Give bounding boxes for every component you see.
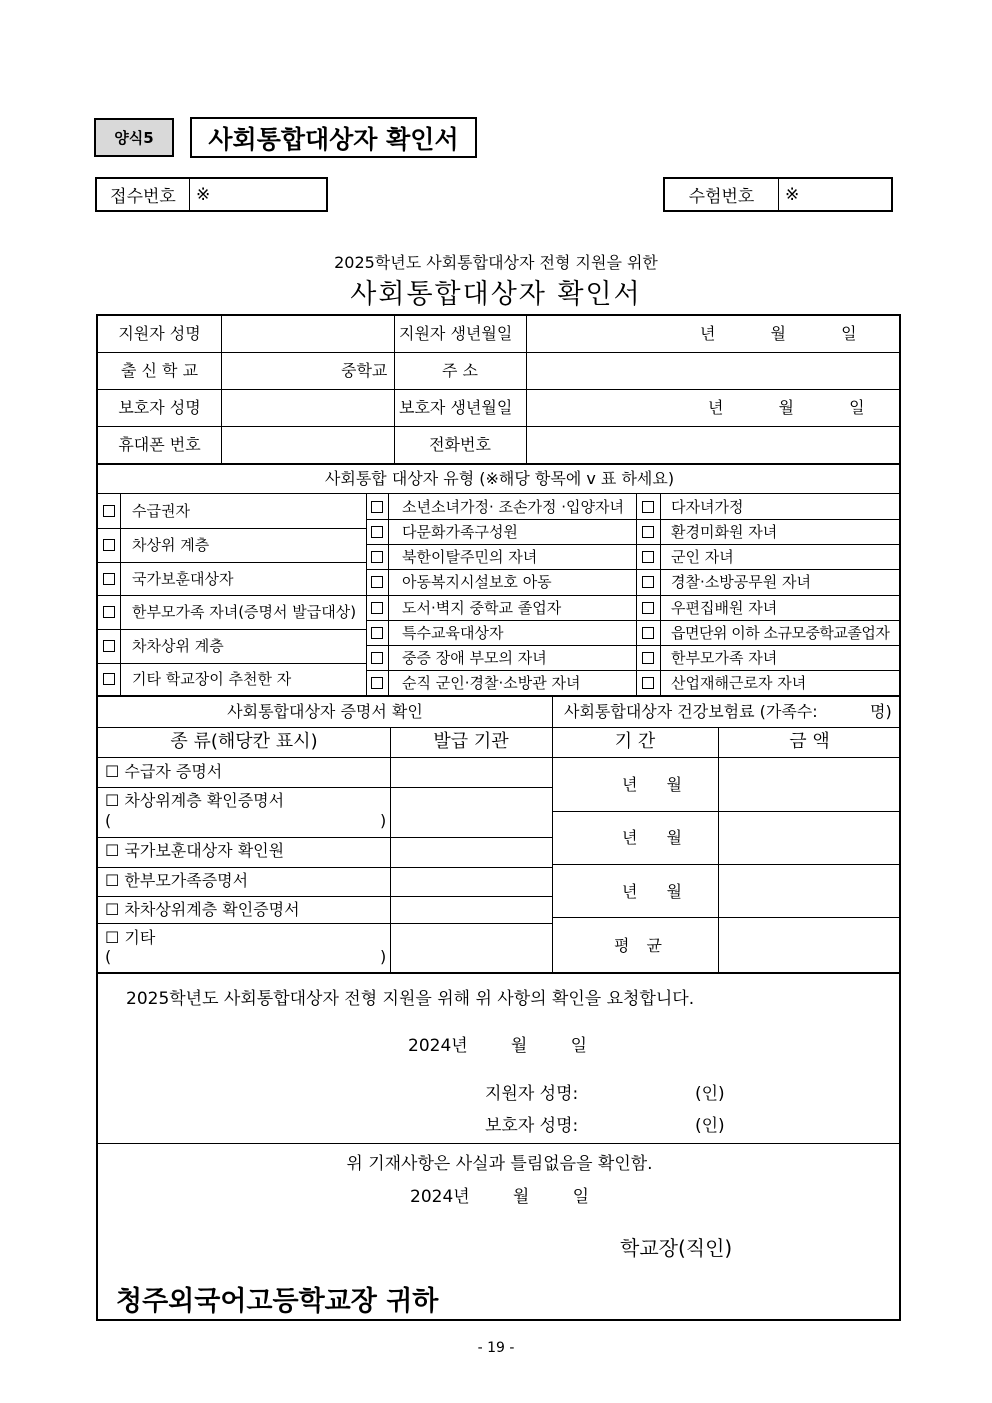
cert-section-header: 사회통합대상자 증명서 확인 [227,702,423,721]
type-item-label: 우편집배원 자녀 [671,599,778,617]
guardian-birth-label: 보호자 생년월일 [399,398,513,417]
guardian-birth-date[interactable]: 년 월 일 [708,398,865,417]
mobile-label: 휴대폰 번호 [118,435,201,454]
period-entry[interactable]: 년 월 [622,775,682,794]
principal-seal: 학교장(직인) [620,1236,733,1260]
type-item-label: 도서·벽지 중학교 졸업자 [402,599,562,617]
request-date[interactable]: 2024년 월 일 [408,1036,587,1056]
type-item-label: 군인 자녀 [671,548,734,566]
page-number: - 19 - [477,1340,515,1356]
applicant-seal[interactable]: (인) [695,1084,725,1104]
col-issuer-header: 발급 기관 [433,731,509,752]
form-number-badge: 양식5 [94,118,174,157]
applicant-name-label: 지원자 성명 [118,324,201,343]
applicant-birth-date[interactable]: 년 월 일 [700,324,857,343]
type-checkbox[interactable] [103,505,115,517]
receipt-number-field[interactable]: ※ [196,184,211,205]
type-item-label: 환경미화원 자녀 [671,523,778,541]
phone-label: 전화번호 [429,435,491,454]
type-item-label: 소년소녀가정· 조손가정 ·입양자녀 [402,498,624,516]
type-item-label: 경찰·소방공무원 자녀 [671,573,811,591]
type-item-label: 국가보훈대상자 [132,570,234,588]
cert-item[interactable]: ☐ 국가보훈대상자 확인원 [105,841,285,860]
type-checkbox[interactable] [371,602,383,614]
type-item-label: 수급권자 [132,502,190,520]
period-entry[interactable]: 년 월 [622,828,682,847]
col-amount-header: 금 액 [789,731,830,752]
cert-item[interactable]: ☐ 기타 [105,928,156,947]
type-checkbox[interactable] [642,627,654,639]
heading-title: 사회통합대상자 확인서 [350,279,642,310]
paren-close: ) [380,811,387,830]
type-item-label: 기타 학교장이 추천한 자 [132,670,292,688]
type-item-label: 다문화가족구성원 [402,523,518,541]
type-checkbox[interactable] [371,526,383,538]
type-item-label: 읍면단위 이하 소규모중학교졸업자 [671,624,890,642]
paren-open: ( [105,811,112,830]
cert-item[interactable]: ☐ 수급자 증명서 [105,762,223,781]
confirm-text: 위 기재사항은 사실과 틀림없음을 확인함. [346,1154,653,1174]
type-checkbox[interactable] [103,573,115,585]
addressee: 청주외국어고등학교장 귀하 [116,1286,439,1317]
cert-item[interactable]: ☐ 한부모가족증명서 [105,871,249,890]
paren-close: ) [380,947,387,966]
receipt-number-box [95,177,328,212]
form-title: 사회통합대상자 확인서 [190,117,477,158]
type-checkbox[interactable] [103,673,115,685]
heading-subtitle: 2025학년도 사회통합대상자 전형 지원을 위한 [334,253,658,272]
exam-number-box [663,177,893,212]
type-checkbox[interactable] [371,501,383,513]
type-checkbox[interactable] [642,652,654,664]
type-item-label: 다자녀가정 [671,498,744,516]
type-item-label: 특수교육대상자 [402,624,504,642]
type-checkbox[interactable] [642,526,654,538]
type-item-label: 아동복지시설보호 아동 [402,573,552,591]
confirm-date[interactable]: 2024년 월 일 [410,1187,589,1207]
type-section-header: 사회통합 대상자 유형 (※해당 항목에 v 표 하세요) [324,469,675,488]
type-item-label: 한부모가족 자녀 [671,649,778,667]
col-type-header: 종 류(해당칸 표시) [170,731,318,752]
school-suffix: 중학교 [341,361,388,380]
type-checkbox[interactable] [103,640,115,652]
type-checkbox[interactable] [371,677,383,689]
type-checkbox[interactable] [642,602,654,614]
type-item-label: 한부모가족 자녀(증명서 발급대상) [132,603,357,621]
type-checkbox[interactable] [371,576,383,588]
type-item-label: 산업재해근로자 자녀 [671,674,807,692]
guardian-seal[interactable]: (인) [695,1116,725,1136]
family-count-unit: 명) [870,702,892,721]
exam-number-label: 수험번호 [665,179,779,210]
confirmation-form [96,314,901,1321]
type-checkbox[interactable] [642,501,654,513]
guardian-sign-label: 보호자 성명: [485,1116,579,1136]
type-item-label: 차차상위 계층 [132,637,224,655]
type-checkbox[interactable] [371,627,383,639]
type-checkbox[interactable] [642,576,654,588]
type-checkbox[interactable] [642,677,654,689]
request-text: 2025학년도 사회통합대상자 전형 지원을 위해 위 사항의 확인을 요청합니다. [126,989,695,1009]
address-label: 주 소 [442,361,478,380]
type-checkbox[interactable] [103,539,115,551]
col-period-header: 기 간 [614,731,656,752]
type-item-label: 북한이탈주민의 자녀 [402,548,538,566]
applicant-sign-label: 지원자 성명: [485,1084,579,1104]
guardian-name-label: 보호자 성명 [118,398,201,417]
exam-number-field[interactable]: ※ [785,184,800,205]
applicant-birth-label: 지원자 생년월일 [399,324,513,343]
type-checkbox[interactable] [103,606,115,618]
cert-item[interactable]: ☐ 차상위계층 확인증명서 [105,791,285,810]
receipt-number-label: 접수번호 [97,179,190,210]
insurance-section-header: 사회통합대상자 건강보험료 (가족수: [564,702,818,721]
average-label: 평 균 [614,936,662,955]
type-item-label: 중증 장애 부모의 자녀 [402,649,547,667]
period-entry[interactable]: 년 월 [622,882,682,901]
school-label: 출 신 학 교 [120,361,199,380]
paren-open: ( [105,947,112,966]
type-checkbox[interactable] [371,551,383,563]
type-item-label: 순직 군인·경찰·소방관 자녀 [402,674,581,692]
type-checkbox[interactable] [371,652,383,664]
type-item-label: 차상위 계층 [132,536,210,554]
type-checkbox[interactable] [642,551,654,563]
cert-item[interactable]: ☐ 차차상위계층 확인증명서 [105,900,300,919]
